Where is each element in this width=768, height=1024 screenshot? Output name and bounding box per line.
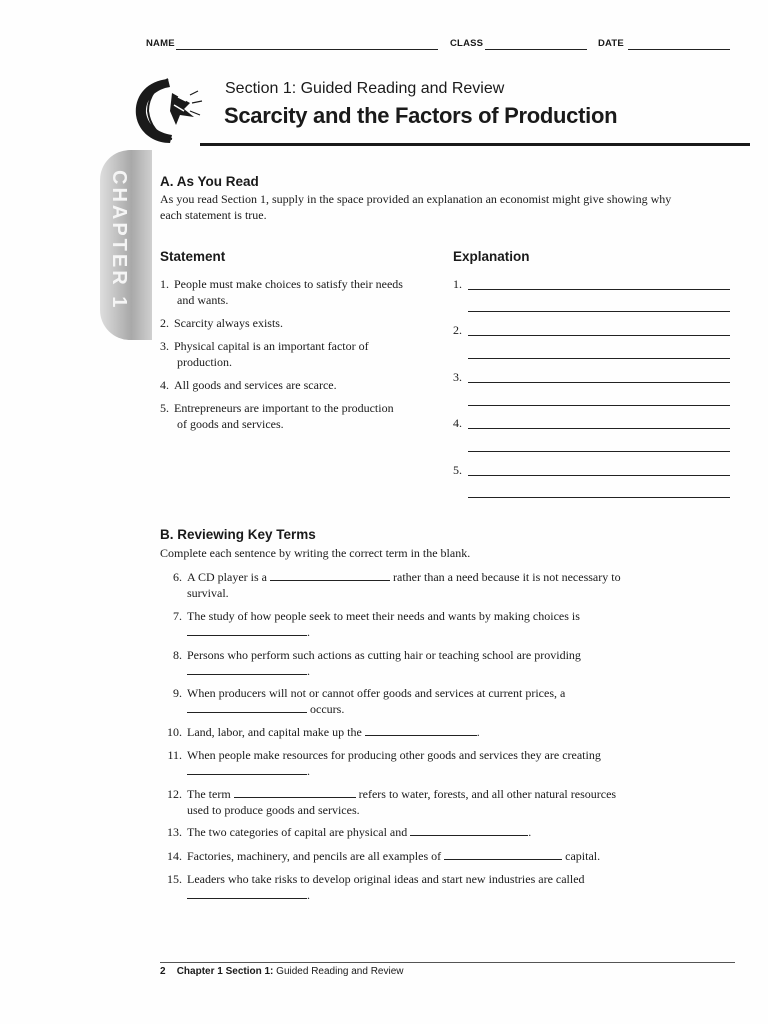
statement-text: All goods and services are scarce. — [174, 378, 337, 392]
explanation-5-number: 5. — [453, 463, 462, 477]
explanation-5-line-b[interactable] — [468, 497, 730, 498]
statement-number: 2. — [160, 316, 169, 330]
part-b-heading: B. Reviewing Key Terms — [160, 527, 316, 542]
period: . — [476, 725, 480, 739]
part-a-heading: A. As You Read — [160, 174, 259, 189]
question-text: Leaders who take risks to develop original ideas and start new industries are called — [187, 872, 585, 886]
answer-blank-7[interactable] — [187, 625, 307, 636]
statement-1 — [160, 277, 440, 308]
question-9 — [160, 686, 700, 717]
date-field[interactable] — [628, 49, 730, 50]
part-a-instructions: As you read Section 1, supply in the space provided an explanation an economist might give showing why each statement is true. — [160, 192, 672, 222]
statement-3 — [160, 339, 440, 370]
part-b-instructions: Complete each sentence by writing the correct term in the blank. — [160, 546, 471, 560]
chapter-tab-label: CHAPTER 1 — [108, 170, 130, 311]
explanation-3-line-a[interactable] — [468, 382, 730, 383]
question-10 — [160, 725, 700, 741]
statement-text-cont: production. — [177, 354, 232, 369]
question-number: 15. — [167, 872, 182, 886]
question-text: The two categories of capital are physical and — [187, 825, 408, 839]
footer-chapter-section: Chapter 1 Section 1: — [176, 966, 274, 977]
question-11 — [160, 748, 700, 779]
explanation-2-line-a[interactable] — [468, 335, 730, 336]
answer-blank-8[interactable] — [187, 664, 307, 675]
explanation-4-number: 4. — [453, 416, 462, 430]
question-number: 11. — [167, 748, 182, 762]
explanation-3-number: 3. — [453, 370, 462, 384]
chapter-side-tab — [100, 150, 152, 340]
name-label: NAME — [146, 38, 175, 49]
question-13 — [160, 825, 700, 841]
statement-text-cont: of goods and services. — [177, 416, 284, 431]
question-text: The term — [187, 787, 231, 801]
explanation-5-line-a[interactable] — [468, 475, 730, 476]
name-field[interactable] — [176, 49, 438, 50]
answer-blank-11[interactable] — [187, 764, 307, 775]
statement-5 — [160, 401, 450, 432]
student-info-header — [0, 0, 768, 60]
question-number: 7. — [173, 609, 182, 623]
question-number: 13. — [167, 825, 182, 839]
statement-text: Entrepreneurs are important to the production — [174, 401, 394, 415]
question-8 — [160, 648, 700, 679]
answer-blank-12[interactable] — [234, 787, 356, 798]
question-6 — [160, 570, 700, 601]
explanation-2-number: 2. — [453, 323, 462, 337]
question-text: Land, labor, and capital make up the — [187, 725, 362, 739]
question-text: used to produce goods and services. — [187, 802, 360, 817]
explanation-1-line-a[interactable] — [468, 289, 730, 290]
question-text: refers to water, forests, and all other natural resources — [358, 787, 617, 801]
footer-rule — [160, 962, 735, 963]
statement-text: Scarcity always exists. — [174, 316, 283, 330]
explanation-4-line-a[interactable] — [468, 428, 730, 429]
period: . — [528, 825, 532, 839]
question-text: survival. — [187, 585, 229, 600]
statement-number: 5. — [160, 401, 169, 415]
explanation-2-line-b[interactable] — [468, 358, 730, 359]
footer-text: Guided Reading and Review — [276, 966, 404, 977]
question-text: rather than a need because it is not necessary to — [393, 570, 621, 584]
date-label: DATE — [598, 38, 624, 49]
question-text: When people make resources for producing other goods and services they are creating — [187, 748, 601, 762]
answer-blank-13[interactable] — [410, 825, 528, 836]
question-text: The study of how people seek to meet their needs and wants by making choices is — [187, 609, 580, 623]
answer-blank-6[interactable] — [270, 570, 390, 581]
answer-blank-9[interactable] — [187, 702, 307, 713]
statement-number: 1. — [160, 277, 169, 291]
question-number: 10. — [167, 725, 182, 739]
period: . — [307, 663, 310, 678]
question-number: 6. — [173, 570, 182, 584]
statement-2 — [160, 316, 440, 332]
question-text: capital. — [565, 849, 601, 863]
question-text: occurs. — [310, 701, 345, 716]
question-text: Persons who perform such actions as cutting hair or teaching school are providing — [187, 648, 581, 662]
class-field[interactable] — [485, 49, 587, 50]
period: . — [307, 763, 310, 778]
chapter-logo-icon — [128, 75, 218, 150]
question-15 — [160, 872, 700, 903]
title-block — [0, 65, 768, 160]
statement-text-cont: and wants. — [177, 292, 229, 307]
question-number: 14. — [167, 849, 182, 863]
explanation-heading: Explanation — [453, 249, 530, 264]
answer-blank-10[interactable] — [365, 725, 477, 736]
page-footer — [160, 966, 403, 977]
page-number: 2 — [160, 966, 166, 977]
title-rule — [200, 143, 750, 146]
explanation-4-line-b[interactable] — [468, 451, 730, 452]
statement-text: People must make choices to satisfy their needs — [174, 277, 403, 291]
period: . — [307, 624, 310, 639]
section-subtitle: Section 1: Guided Reading and Review — [225, 80, 505, 97]
explanation-1-number: 1. — [453, 277, 462, 291]
answer-blank-15[interactable] — [187, 888, 307, 899]
answer-blank-14[interactable] — [444, 849, 562, 860]
statement-number: 3. — [160, 339, 169, 353]
period: . — [307, 887, 310, 902]
statement-heading: Statement — [160, 249, 226, 264]
statement-number: 4. — [160, 378, 169, 392]
page-title: Scarcity and the Factors of Production — [224, 103, 618, 128]
explanation-1-line-b[interactable] — [468, 311, 730, 312]
question-text: A CD player is a — [187, 570, 267, 584]
question-number: 12. — [167, 787, 182, 801]
question-text: When producers will not or cannot offer goods and services at current prices, a — [187, 686, 566, 700]
question-text: Factories, machinery, and pencils are all examples of — [187, 849, 442, 863]
class-label: CLASS — [450, 38, 484, 49]
statement-4 — [160, 378, 440, 394]
explanation-3-line-b[interactable] — [468, 405, 730, 406]
question-number: 8. — [173, 648, 182, 662]
question-number: 9. — [173, 686, 182, 700]
question-7 — [160, 609, 700, 640]
question-12 — [160, 787, 700, 818]
question-14 — [160, 849, 700, 865]
statement-text: Physical capital is an important factor of — [174, 339, 369, 353]
